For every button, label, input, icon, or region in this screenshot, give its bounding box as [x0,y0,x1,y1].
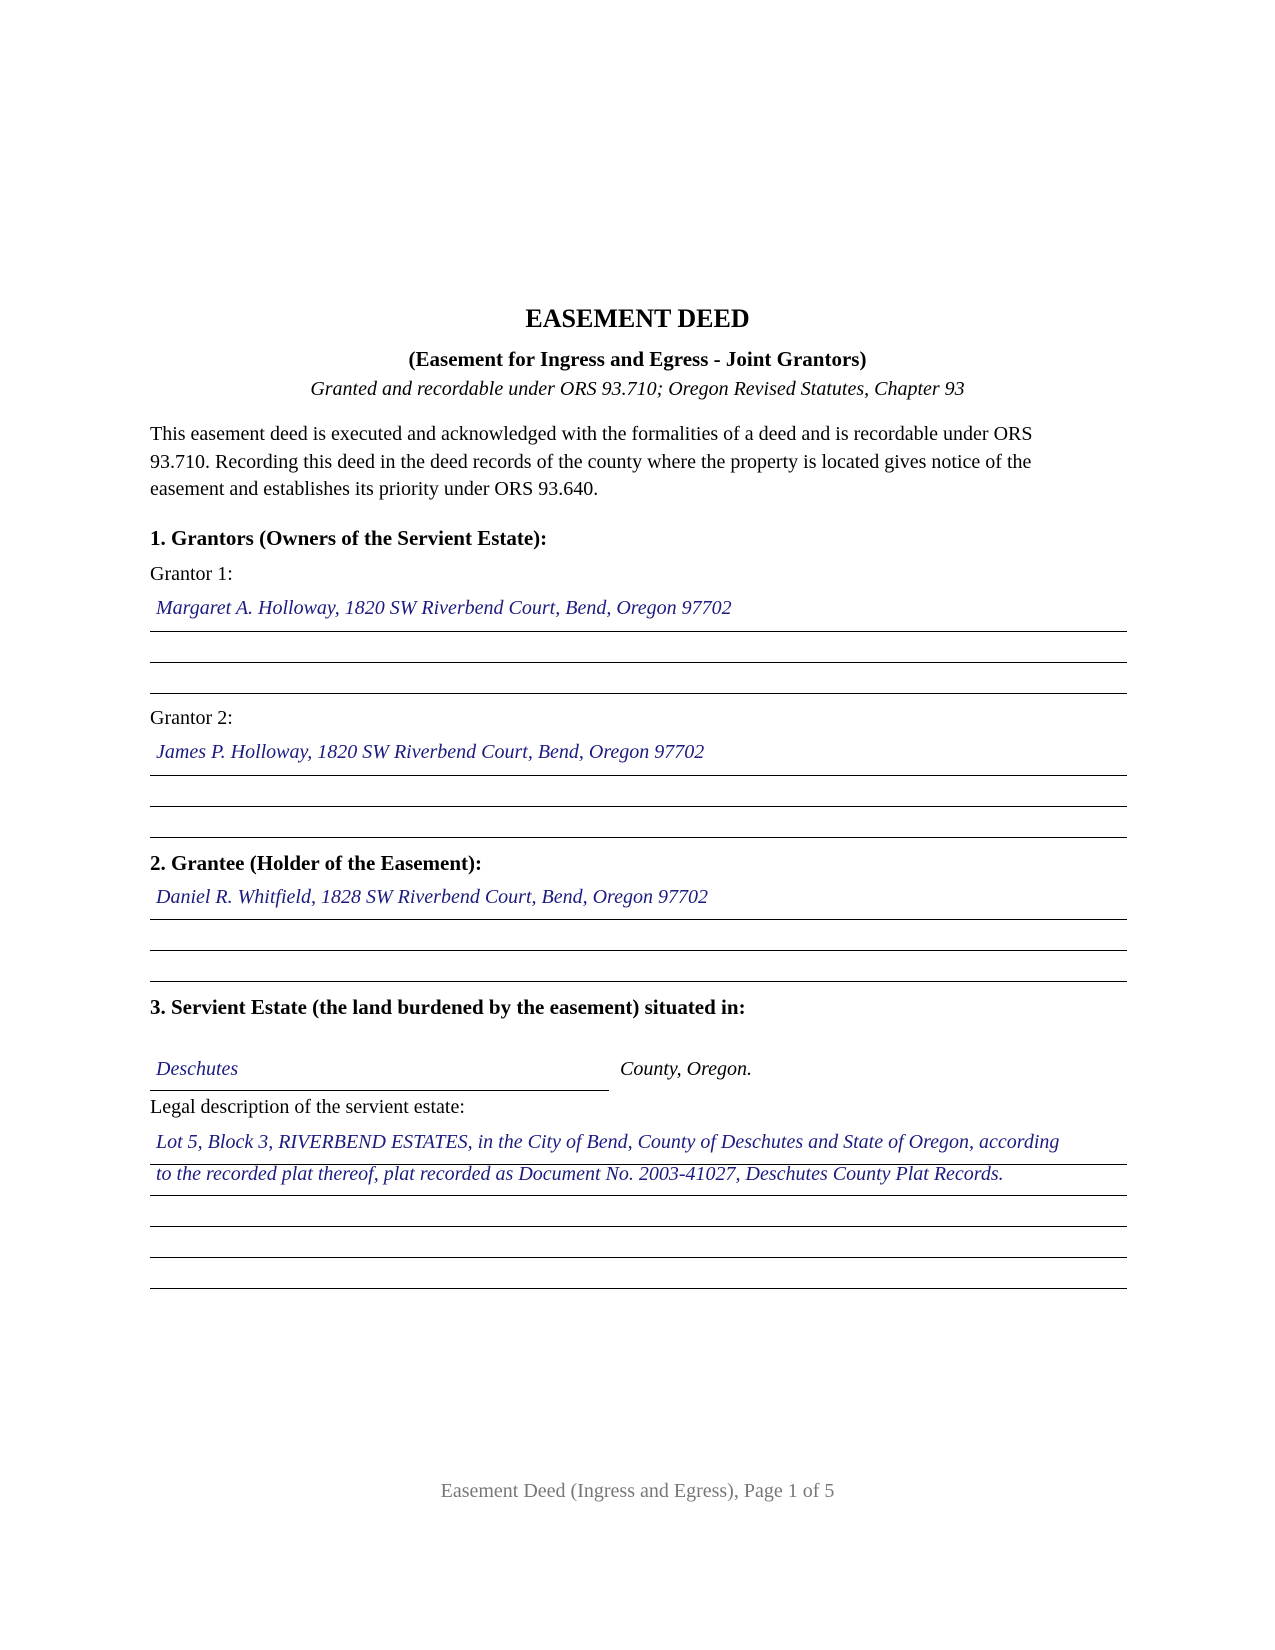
grantor-2-line-3 [150,837,1127,838]
section-1-heading: 1. Grantors (Owners of the Servient Estate): [150,526,548,550]
section-2-heading: 2. Grantee (Holder of the Easement): [150,851,483,875]
grantor-2-field[interactable]: James P. Holloway, 1820 SW Riverbend Court, Bend, Oregon 97702 [156,741,705,763]
grantor-2-line-1 [150,775,1127,776]
page-footer: Easement Deed (Ingress and Egress), Page 1 of 5 [440,1480,835,1502]
legal-description-line-2[interactable]: to the recorded plat thereof, plat recorded as Document No. 2003-41027, Deschutes County Plat Records. [156,1163,1004,1185]
legal-description-label: Legal description of the servient estate: [150,1096,465,1118]
county-line [150,1090,609,1091]
grantor-2-label: Grantor 2: [150,707,233,729]
legal-line-4 [150,1257,1127,1258]
legal-line-2 [150,1195,1127,1196]
grantor-1-line-3 [150,693,1127,694]
grantee-field[interactable]: Daniel R. Whitfield, 1828 SW Riverbend Court, Bend, Oregon 97702 [156,886,708,908]
document-subtitle: (Easement for Ingress and Egress - Joint Grantors) [408,347,867,371]
grantee-line-2 [150,950,1127,951]
grantee-line-1 [150,919,1127,920]
grantor-1-label: Grantor 1: [150,563,233,585]
intro-paragraph: This easement deed is executed and acknowledged with the formalities of a deed and is recordable under ORS 93.710. Recording this deed in the deed records of the county where the property is located gives notice of the easement and establishes its priority under ORS 93.640. [150,423,1033,500]
county-field[interactable]: Deschutes [156,1058,239,1080]
document-title: EASEMENT DEED [525,304,750,333]
legal-description-line-1[interactable]: Lot 5, Block 3, RIVERBEND ESTATES, in the City of Bend, County of Deschutes and State of Oregon, according [156,1131,1060,1153]
grantor-1-field[interactable]: Margaret A. Holloway, 1820 SW Riverbend Court, Bend, Oregon 97702 [156,597,732,619]
legal-line-3 [150,1226,1127,1227]
grantor-1-line-1 [150,631,1127,632]
legal-line-5 [150,1288,1127,1289]
county-suffix: County, Oregon. [620,1058,753,1080]
statute-line: Granted and recordable under ORS 93.710; Oregon Revised Statutes, Chapter 93 [310,378,965,400]
section-3-heading: 3. Servient Estate (the land burdened by the easement) situated in: [150,995,746,1019]
grantor-2-line-2 [150,806,1127,807]
grantee-line-3 [150,981,1127,982]
grantor-1-line-2 [150,662,1127,663]
